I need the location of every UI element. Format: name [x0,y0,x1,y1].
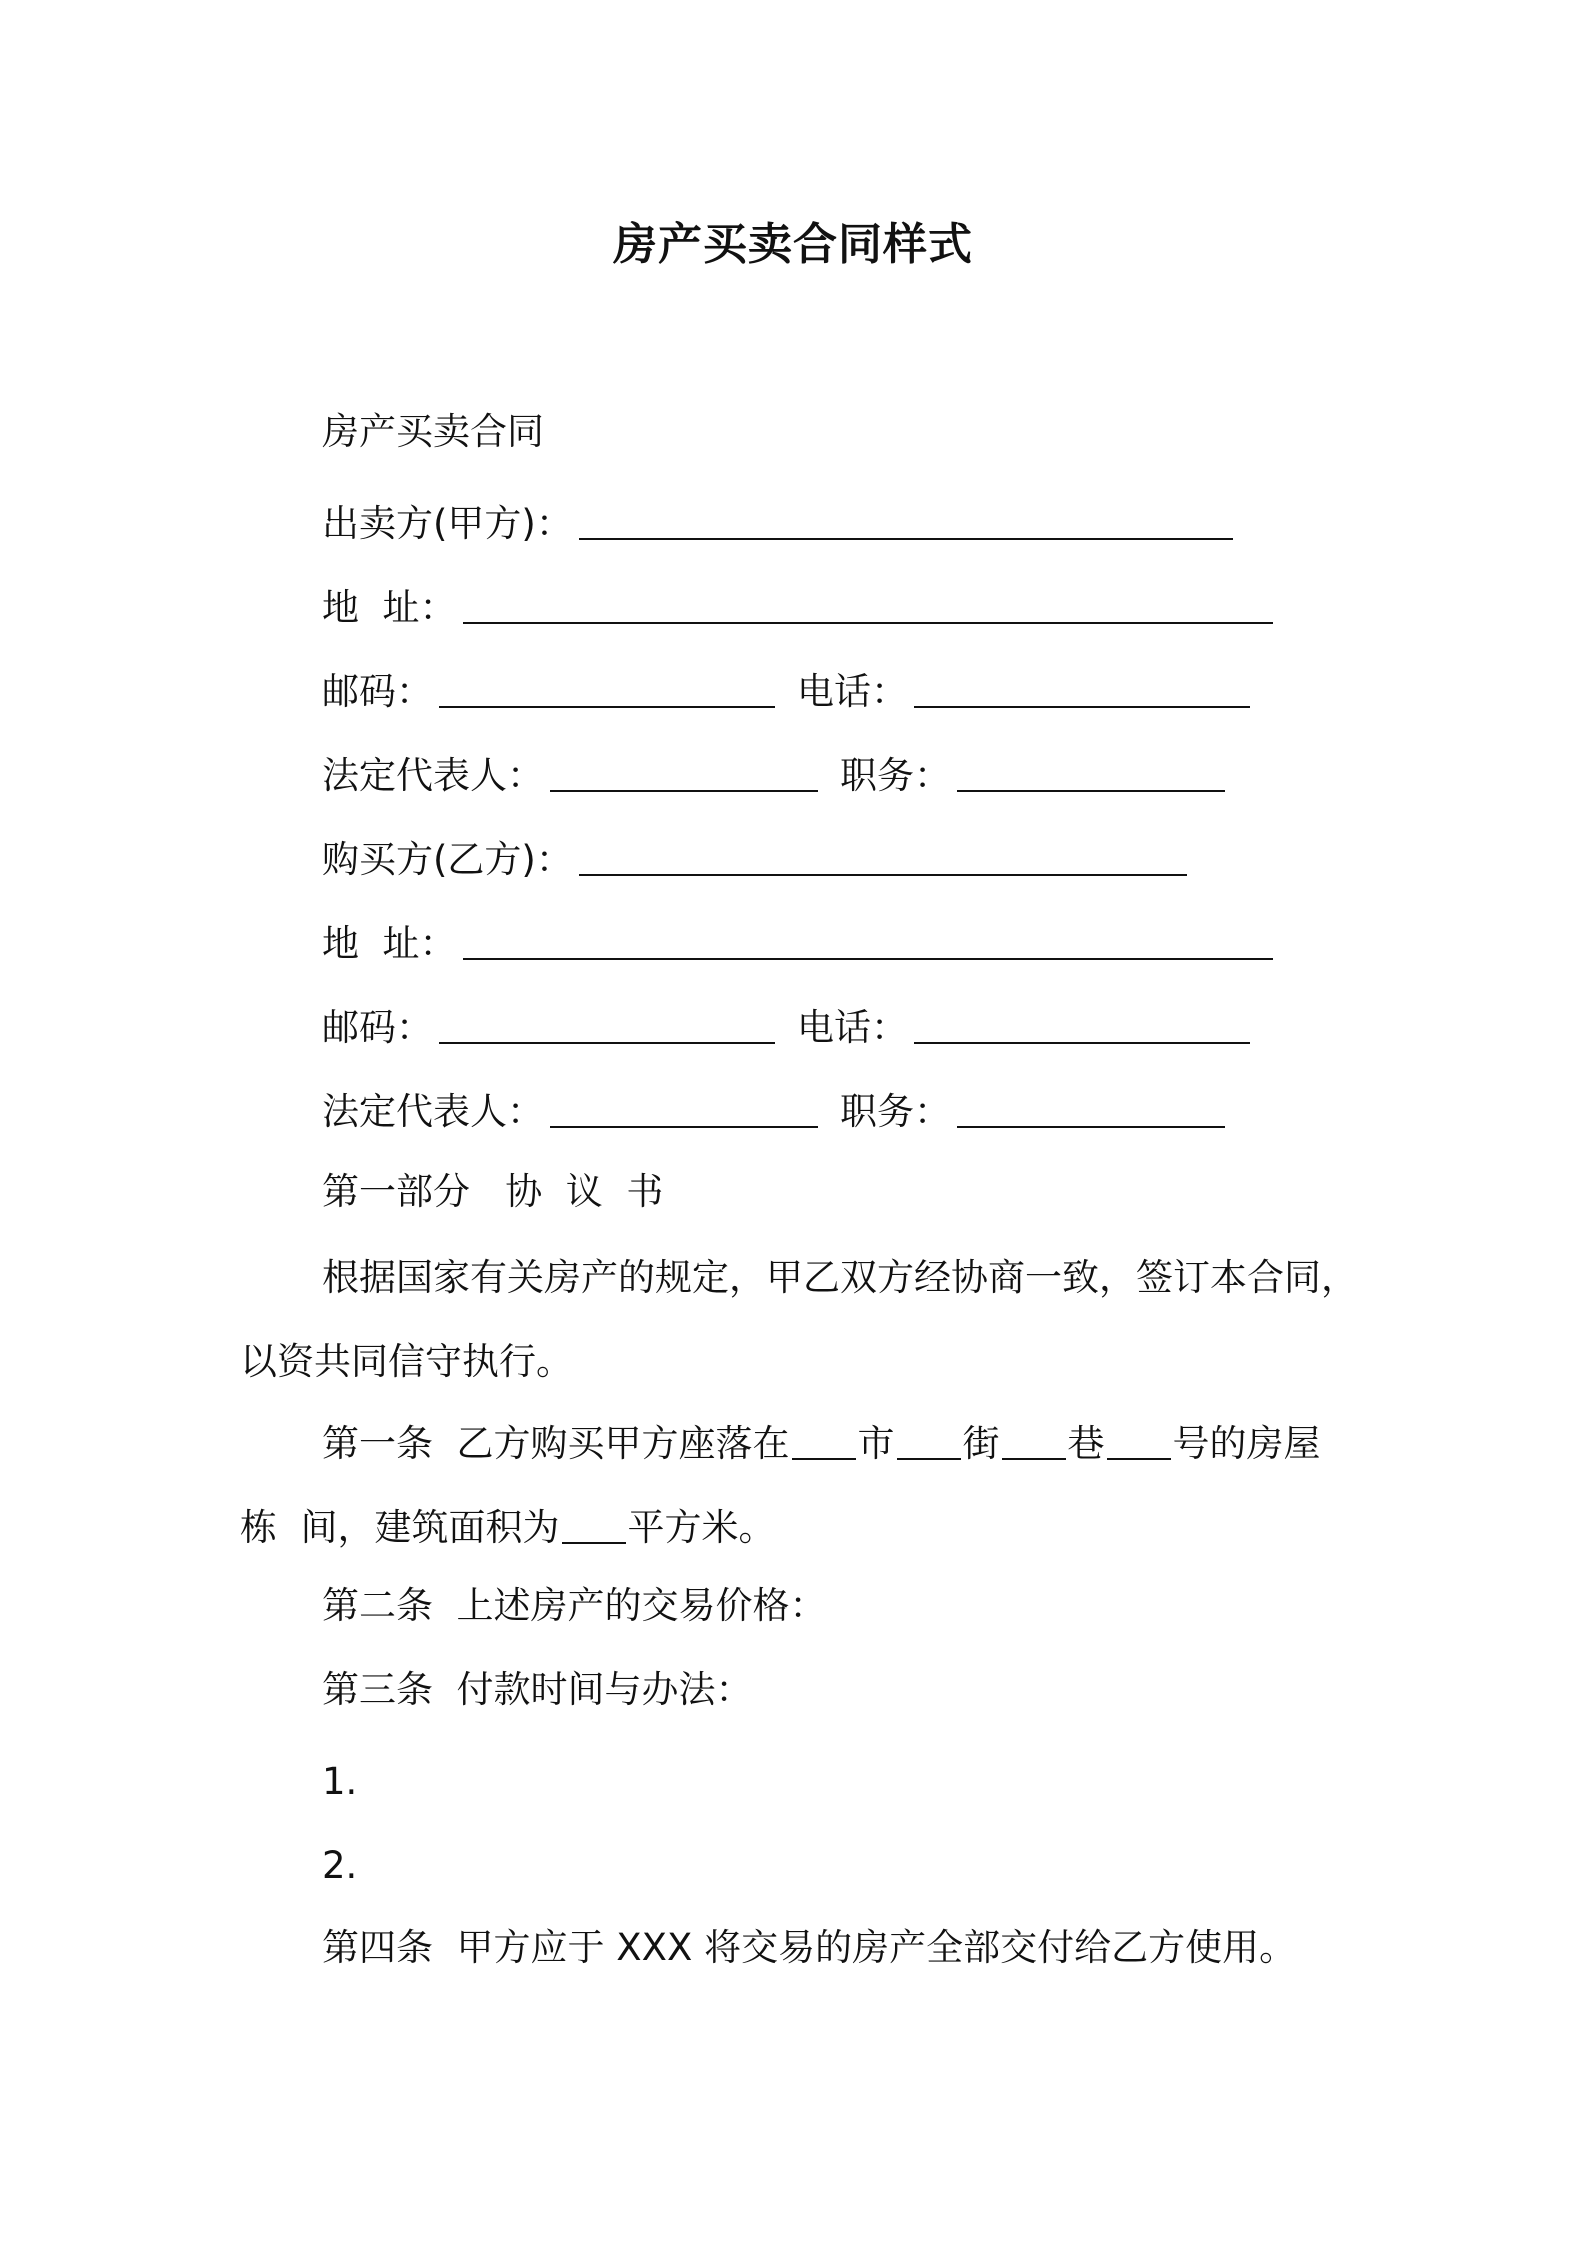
article-1-text-b: 市 [857,1422,895,1465]
seller-phone-blank[interactable] [914,672,1250,708]
seller-legal-rep-blank[interactable] [550,756,818,792]
buyer-contact-line [322,998,1250,1058]
number-blank[interactable] [1107,1426,1171,1460]
seller-legal-rep-label: 法定代表人： [322,754,544,797]
seller-postcode-blank[interactable] [439,672,775,708]
buyer-legal-rep-label: 法定代表人： [322,1090,544,1133]
buyer-postcode-label: 邮码： [322,1006,433,1049]
buyer-position-label: 职务： [840,1090,951,1133]
buyer-phone-label: 电话： [797,1006,908,1049]
article-1 [240,1402,1360,1570]
seller-address-label: 地 址： [322,586,457,629]
seller-party-label: 出卖方(甲方)： [322,502,573,545]
buyer-phone-blank[interactable] [914,1008,1250,1044]
buyer-postcode-blank[interactable] [439,1008,775,1044]
seller-address-line [322,578,1273,638]
article-3: 第三条 付款时间与办法： [322,1668,753,1711]
article-1-text-d: 巷 [1067,1422,1105,1465]
article-1-text-f: 平方米。 [627,1506,776,1549]
area-blank[interactable] [562,1510,626,1544]
buyer-party-label: 购买方(乙方)： [322,838,573,881]
document-title: 房产买卖合同样式 [613,219,973,270]
article-4: 第四条 甲方应于 XXX 将交易的房产全部交付给乙方使用。 [322,1926,1297,1969]
article-1-text-e: 号的房屋 栋 间，建筑面积为 [240,1422,1345,1549]
buyer-party-line [322,830,1187,890]
seller-party-line [322,494,1233,554]
intro-paragraph: 根据国家有关房产的规定，甲乙双方经协商一致，签订本合同，以资共同信守执行。 [240,1256,1358,1383]
buyer-address-blank[interactable] [463,924,1273,960]
street-blank[interactable] [897,1426,961,1460]
article-2: 第二条 上述房产的交易价格： [322,1584,827,1627]
payment-item-2: 2. [322,1844,358,1887]
seller-phone-label: 电话： [797,670,908,713]
seller-position-label: 职务： [840,754,951,797]
seller-rep-line [322,746,1225,806]
buyer-position-blank[interactable] [957,1092,1225,1128]
seller-contact-line [322,662,1250,722]
article-1-text-a: 第一条 乙方购买甲方座落在 [322,1422,790,1465]
lane-blank[interactable] [1002,1426,1066,1460]
city-blank[interactable] [792,1426,856,1460]
buyer-address-line [322,914,1273,974]
contract-subtitle: 房产买卖合同 [322,410,544,453]
seller-position-blank[interactable] [957,756,1225,792]
seller-name-blank[interactable] [579,504,1233,540]
buyer-legal-rep-blank[interactable] [550,1092,818,1128]
part-one-heading: 第一部分 协 议 书 [322,1170,664,1213]
article-1-text-c: 街 [962,1422,1000,1465]
seller-postcode-label: 邮码： [322,670,433,713]
buyer-address-label: 地 址： [322,922,457,965]
buyer-rep-line [322,1082,1225,1142]
buyer-name-blank[interactable] [579,840,1187,876]
seller-address-blank[interactable] [463,588,1273,624]
payment-item-1: 1. [322,1760,358,1803]
